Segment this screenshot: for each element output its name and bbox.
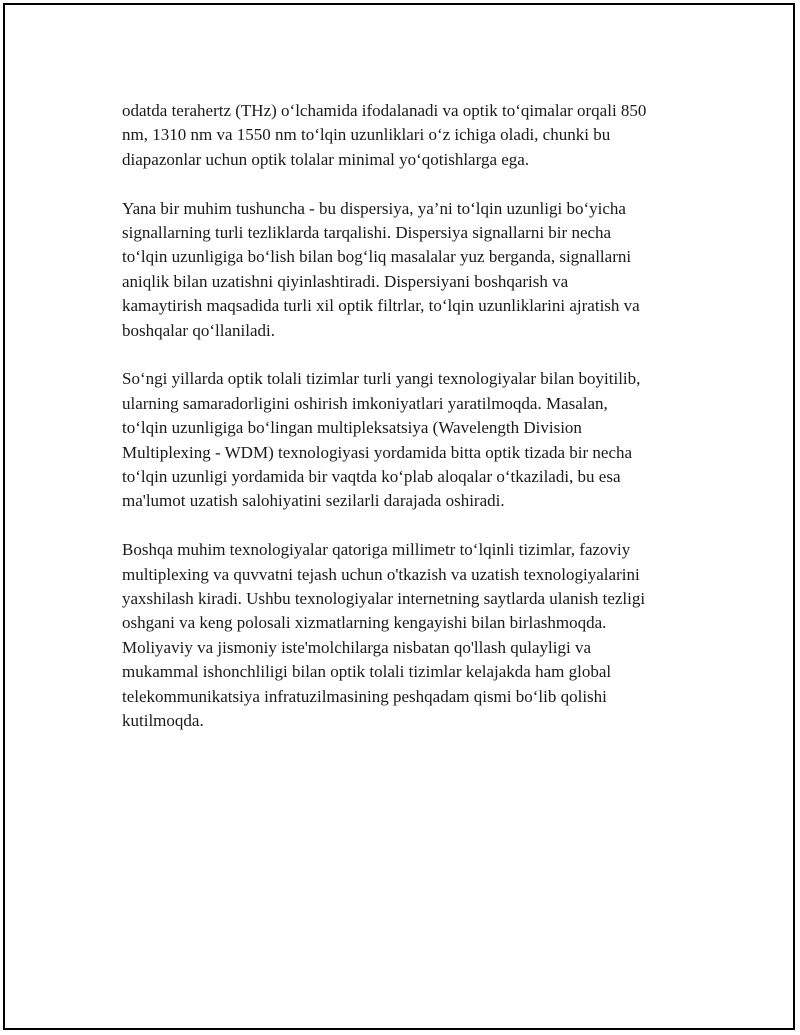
text-line: Yana bir muhim tushuncha - bu dispersiya, ya’ni to‘lqin uzunligi bo‘yicha	[122, 198, 626, 218]
text-line: Multiplexing - WDM) texnologiyasi yordamida bitta optik tizada bir necha	[122, 442, 633, 462]
paragraph-1	[122, 99, 702, 172]
text-line: telekommunikatsiya infratuzilmasining peshqadam qismi bo‘lib qolishi	[122, 686, 607, 706]
document-body	[122, 99, 702, 758]
text-line: diapazonlar uchun optik tolalar minimal yo‘qotishlarga ega.	[122, 149, 530, 169]
text-line: kutilmoqda.	[122, 711, 204, 731]
text-line: to‘lqin uzunligiga bo‘lingan multipleksatsiya (Wavelength Division	[122, 418, 582, 438]
text-line: to‘lqin uzunligi yordamida bir vaqtda ko‘plab aloqalar o‘tkaziladi, bu esa	[122, 467, 621, 487]
paragraph-2	[122, 197, 702, 343]
text-line: to‘lqin uzunligiga bo‘lish bilan bog‘liq masalalar yuz berganda, signallarni	[122, 247, 632, 267]
text-line: Boshqa muhim texnologiyalar qatoriga millimetr to‘lqinli tizimlar, fazoviy	[122, 540, 631, 560]
text-line: mukammal ishonchliligi bilan optik tolali tizimlar kelajakda ham global	[122, 662, 612, 682]
text-line: odatda terahertz (THz) o‘lchamida ifodalanadi va optik to‘qimalar orqali 850	[122, 101, 647, 120]
text-line: signallarning turli tezliklarda tarqalishi. Dispersiya signallarni bir necha	[122, 223, 612, 243]
text-line: ularning samaradorligini oshirish imkoniyatlari yaratilmoqda. Masalan,	[122, 393, 608, 413]
text-line: ma'lumot uzatish salohiyatini sezilarli darajada oshiradi.	[122, 491, 505, 511]
document-page	[3, 3, 795, 1030]
text-line: oshgani va keng polosali xizmatlarning kengayishi bilan birlashmoqda.	[122, 613, 607, 633]
text-line: yaxshilash kiradi. Ushbu texnologiyalar internetning saytlarda ulanish tezligi	[122, 589, 646, 609]
paragraph-4	[122, 538, 702, 733]
text-line: Moliyaviy va jismoniy iste'molchilarga nisbatan qo'llash qulayligi va	[122, 637, 591, 657]
text-line: nm, 1310 nm va 1550 nm to‘lqin uzunliklari o‘z ichiga oladi, chunki bu	[122, 125, 611, 145]
text-line: kamaytirish maqsadida turli xil optik filtrlar, to‘lqin uzunliklarini ajratish va	[122, 296, 640, 316]
paragraph-3	[122, 367, 702, 513]
text-line: multiplexing va quvvatni tejash uchun o'tkazish va uzatish texnologiyalarini	[122, 564, 640, 584]
text-line: aniqlik bilan uzatishni qiyinlashtiradi. Dispersiyani boshqarish va	[122, 271, 569, 291]
text-line: boshqalar qo‘llaniladi.	[122, 320, 275, 340]
text-line: So‘ngi yillarda optik tolali tizimlar turli yangi texnologiyalar bilan boyitilib,	[122, 369, 641, 389]
